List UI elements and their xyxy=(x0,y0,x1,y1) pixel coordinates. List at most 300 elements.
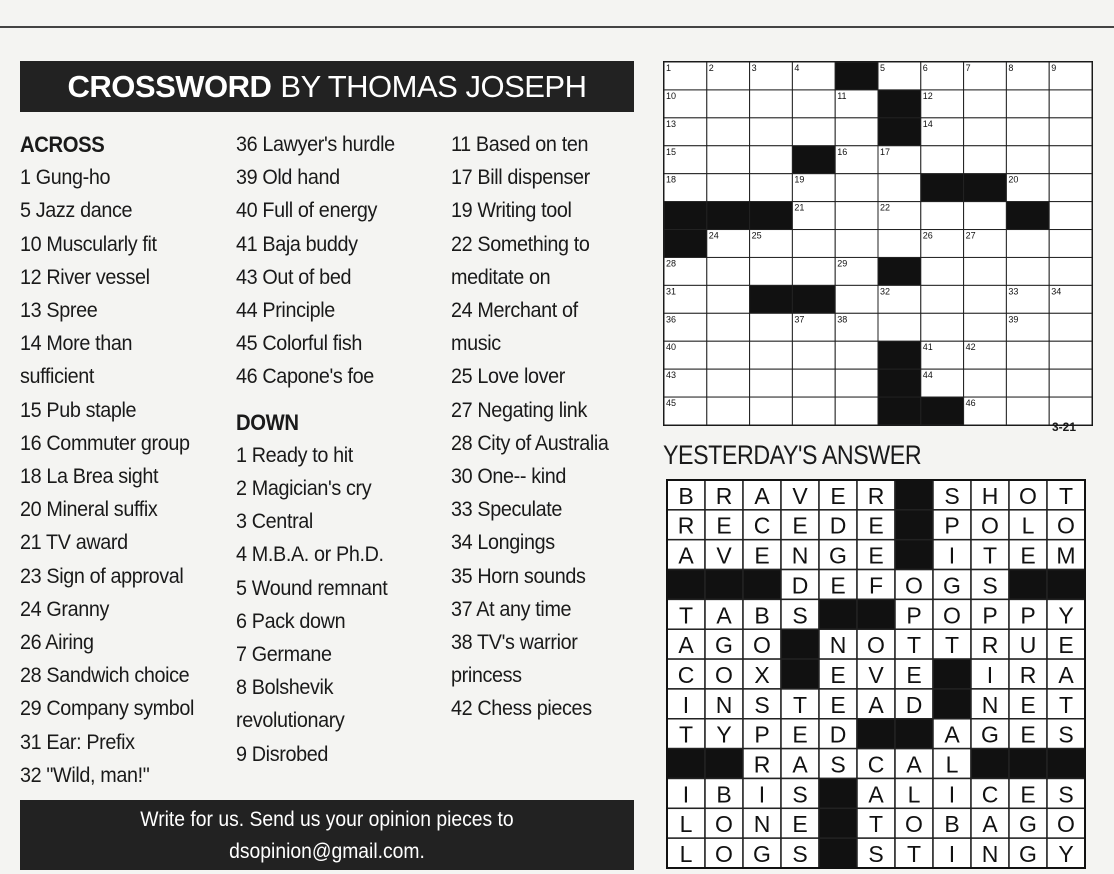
answer-letter: O xyxy=(715,811,733,838)
answer-letter: L xyxy=(679,841,693,868)
cell-number: 27 xyxy=(965,230,976,241)
puzzle-date-label: 3-21 xyxy=(1052,420,1077,434)
clue-line: 10 Muscularly fit xyxy=(20,231,157,256)
black-square xyxy=(895,719,933,749)
answer-letter: T xyxy=(906,632,922,659)
cell-number: 1 xyxy=(666,63,672,73)
grid-cell[interactable] xyxy=(1006,369,1049,397)
black-square xyxy=(1006,202,1049,230)
clue-line: 4 M.B.A. or Ph.D. xyxy=(236,542,384,567)
yesterday-title: YESTERDAY'S ANSWER xyxy=(663,440,922,470)
answer-letter: E xyxy=(830,482,846,509)
answer-letter: F xyxy=(868,572,884,599)
grid-cell[interactable] xyxy=(1049,369,1092,397)
grid-cell[interactable] xyxy=(964,118,1007,146)
grid-cell[interactable] xyxy=(835,202,878,230)
answer-letter: A xyxy=(868,691,884,718)
black-square xyxy=(971,749,1009,779)
answer-letter: N xyxy=(829,632,847,659)
cell-number: 8 xyxy=(1008,63,1014,73)
footer-line-1: Write for us. Send us your opinion pieces to xyxy=(140,808,514,831)
answer-letter: Y xyxy=(716,721,732,748)
clue-line: sufficient xyxy=(20,364,95,389)
footer-banner xyxy=(20,800,634,870)
grid-cell[interactable] xyxy=(707,341,750,369)
clue-line: music xyxy=(451,331,501,356)
answer-letter: O xyxy=(1057,811,1075,838)
clue-line: 7 Germane xyxy=(236,642,332,667)
black-square xyxy=(878,257,921,285)
black-square xyxy=(878,369,921,397)
black-square xyxy=(933,659,971,689)
top-rule xyxy=(0,26,1114,28)
clue-line: 16 Commuter group xyxy=(20,430,190,455)
crossword-title-bar xyxy=(20,61,634,112)
grid-cell[interactable] xyxy=(792,90,835,118)
clue-line: 26 Airing xyxy=(20,630,94,655)
answer-letter: S xyxy=(1058,781,1074,808)
cell-number: 24 xyxy=(708,230,719,241)
grid-cell[interactable] xyxy=(1049,313,1092,341)
grid-cell[interactable] xyxy=(964,257,1007,285)
black-square xyxy=(705,749,743,779)
black-square xyxy=(878,118,921,146)
grid-cell[interactable] xyxy=(1049,174,1092,202)
grid-cell[interactable] xyxy=(964,369,1007,397)
clue-line: 18 La Brea sight xyxy=(20,464,159,489)
cell-number: 22 xyxy=(880,202,891,213)
clue-line: 45 Colorful fish xyxy=(236,331,363,356)
grid-cell[interactable] xyxy=(921,313,964,341)
answer-letter: N xyxy=(791,542,809,569)
black-square xyxy=(1047,570,1085,600)
black-square xyxy=(895,480,933,510)
answer-letter: N xyxy=(715,691,733,718)
clue-column-2 xyxy=(236,128,395,771)
answer-letter: L xyxy=(945,751,959,778)
answer-letter: G xyxy=(1019,811,1037,838)
title-bold: CROSSWORD xyxy=(67,68,272,104)
grid-cell[interactable] xyxy=(1006,90,1049,118)
answer-letter: C xyxy=(867,751,885,778)
answer-letter: E xyxy=(868,542,884,569)
clue-line: 5 Jazz dance xyxy=(20,198,133,223)
answer-letter: I xyxy=(758,781,766,808)
cell-number: 45 xyxy=(666,398,677,409)
clue-heading: ACROSS xyxy=(20,132,105,157)
black-square xyxy=(819,808,857,838)
answer-letter: T xyxy=(944,632,960,659)
answer-letter: S xyxy=(1058,721,1074,748)
answer-letter: A xyxy=(792,751,808,778)
answer-letter: C xyxy=(981,781,999,808)
answer-letter: O xyxy=(943,602,961,629)
cell-number: 18 xyxy=(666,174,677,185)
answer-letter: V xyxy=(792,482,808,509)
cell-number: 43 xyxy=(666,370,677,381)
clue-line: 14 More than xyxy=(20,331,133,356)
grid-cell[interactable] xyxy=(1049,146,1092,174)
answer-letter: D xyxy=(791,572,809,599)
clue-line: 6 Pack down xyxy=(236,608,346,633)
answer-letter: E xyxy=(792,512,808,539)
answer-letter: S xyxy=(982,572,998,599)
answer-letter: T xyxy=(1058,691,1074,718)
grid-cell[interactable] xyxy=(750,90,793,118)
grid-cell[interactable] xyxy=(707,90,750,118)
black-square xyxy=(921,174,964,202)
answer-letter: S xyxy=(792,781,808,808)
answer-letter: T xyxy=(678,721,694,748)
grid-cell[interactable] xyxy=(1006,146,1049,174)
cell-number: 32 xyxy=(880,286,891,297)
answer-letter: S xyxy=(944,482,960,509)
title-byline: BY THOMAS JOSEPH xyxy=(280,68,587,104)
black-square xyxy=(878,341,921,369)
clue-line: 33 Speculate xyxy=(451,497,563,522)
grid-cell[interactable] xyxy=(921,202,964,230)
answer-letter: G xyxy=(829,542,847,569)
clue-line: 37 At any time xyxy=(451,596,572,621)
clue-line: 19 Writing tool xyxy=(451,198,572,223)
clue-line: 1 Gung-ho xyxy=(20,165,111,190)
grid-cell[interactable] xyxy=(964,313,1007,341)
clue-line: 24 Granny xyxy=(20,596,110,621)
grid-cell[interactable] xyxy=(750,369,793,397)
clue-line: 8 Bolshevik xyxy=(236,675,334,700)
answer-letter: T xyxy=(868,811,884,838)
cell-number: 31 xyxy=(666,286,677,297)
cell-number: 21 xyxy=(794,202,805,213)
answer-letter: E xyxy=(1058,632,1074,659)
cell-number: 3 xyxy=(751,63,757,73)
clue-line: 11 Based on ten xyxy=(451,132,589,156)
answer-letter: B xyxy=(716,781,732,808)
spacer xyxy=(236,394,395,406)
answer-letter: E xyxy=(1020,542,1036,569)
grid-cell[interactable] xyxy=(707,369,750,397)
clue-line: 44 Principle xyxy=(236,298,335,323)
black-square xyxy=(835,62,878,90)
cell-number: 40 xyxy=(666,342,677,353)
black-square xyxy=(1009,749,1047,779)
cell-number: 11 xyxy=(837,90,847,101)
cell-number: 16 xyxy=(837,146,848,157)
clue-line: 15 Pub staple xyxy=(20,397,137,422)
cell-number: 37 xyxy=(794,314,805,325)
answer-letter: E xyxy=(830,572,846,599)
answer-letter: N xyxy=(981,691,999,718)
answer-letter: N xyxy=(981,841,999,868)
grid-cell[interactable] xyxy=(835,341,878,369)
yesterday-answer-grid xyxy=(666,479,1086,869)
answer-letter: E xyxy=(1020,721,1036,748)
clue-line: 41 Baja buddy xyxy=(236,231,358,256)
answer-letter: L xyxy=(907,781,921,808)
grid-cell[interactable] xyxy=(964,146,1007,174)
answer-letter: T xyxy=(792,691,808,718)
answer-letter: L xyxy=(1021,512,1035,539)
clue-line: revolutionary xyxy=(236,708,345,733)
answer-letter: L xyxy=(679,811,693,838)
cell-number: 25 xyxy=(751,230,762,241)
answer-letter: R xyxy=(715,482,733,509)
grid-cell[interactable] xyxy=(964,285,1007,313)
cell-number: 44 xyxy=(922,370,933,381)
grid-cell[interactable] xyxy=(750,341,793,369)
grid-cell[interactable] xyxy=(835,397,878,425)
cell-number: 10 xyxy=(666,90,677,101)
black-square xyxy=(857,599,895,629)
cell-number: 9 xyxy=(1051,63,1057,73)
answer-letter: E xyxy=(906,661,922,688)
grid-cell[interactable] xyxy=(792,230,835,258)
answer-letter: I xyxy=(682,691,690,718)
clue-line: 46 Capone's foe xyxy=(236,364,374,389)
cell-number: 26 xyxy=(922,230,933,241)
grid-cell[interactable] xyxy=(792,118,835,146)
grid-cell[interactable] xyxy=(835,230,878,258)
answer-letter: T xyxy=(678,602,694,629)
answer-letter: S xyxy=(754,691,770,718)
grid-cell[interactable] xyxy=(792,369,835,397)
grid-cell[interactable] xyxy=(707,118,750,146)
clue-line: 43 Out of bed xyxy=(236,264,352,289)
clue-line: 28 Sandwich choice xyxy=(20,663,190,688)
answer-letter: E xyxy=(792,811,808,838)
cell-number: 33 xyxy=(1008,286,1019,297)
answer-letter: P xyxy=(982,602,998,629)
grid-cell[interactable] xyxy=(707,397,750,425)
grid-cell[interactable] xyxy=(921,146,964,174)
grid-cell[interactable] xyxy=(878,230,921,258)
black-square xyxy=(921,397,964,425)
clue-line: 22 Something to xyxy=(451,231,590,256)
grid-cell[interactable] xyxy=(835,369,878,397)
cell-number: 42 xyxy=(965,342,976,353)
black-square xyxy=(964,174,1007,202)
grid-cell[interactable] xyxy=(835,118,878,146)
grid-cell[interactable] xyxy=(1006,118,1049,146)
black-square xyxy=(743,570,781,600)
clue-line: 9 Disrobed xyxy=(236,741,328,766)
answer-letter: I xyxy=(682,781,690,808)
clue-line: 5 Wound remnant xyxy=(236,575,388,600)
clue-line: 30 One-- kind xyxy=(451,464,567,489)
black-square xyxy=(707,202,750,230)
black-square xyxy=(933,689,971,719)
clue-line: 13 Spree xyxy=(20,298,98,323)
clue-line: 36 Lawyer's hurdle xyxy=(236,132,395,156)
grid-cell[interactable] xyxy=(1006,341,1049,369)
answer-letter: A xyxy=(716,602,732,629)
cell-number: 5 xyxy=(880,63,886,73)
cell-number: 4 xyxy=(794,63,800,73)
cell-number: 41 xyxy=(922,342,933,353)
grid-cell[interactable] xyxy=(964,202,1007,230)
answer-letter: E xyxy=(830,661,846,688)
clue-line: 3 Central xyxy=(236,509,313,534)
answer-letter: A xyxy=(982,811,998,838)
answer-letter: S xyxy=(868,841,884,868)
answer-letter: O xyxy=(715,841,733,868)
answer-letter: P xyxy=(944,512,960,539)
black-square xyxy=(857,719,895,749)
clue-line: 24 Merchant of xyxy=(451,298,578,323)
clue-line: 25 Love lover xyxy=(451,364,565,389)
answer-letter: A xyxy=(1058,661,1074,688)
answer-letter: V xyxy=(716,542,732,569)
grid-cell[interactable] xyxy=(792,341,835,369)
answer-letter: P xyxy=(754,721,770,748)
black-square xyxy=(1047,749,1085,779)
answer-letter: E xyxy=(716,512,732,539)
answer-letter: A xyxy=(678,542,694,569)
grid-cell[interactable] xyxy=(835,174,878,202)
black-square xyxy=(781,659,819,689)
grid-cell[interactable] xyxy=(1049,118,1092,146)
answer-letter: Y xyxy=(1058,841,1074,868)
grid-cell[interactable] xyxy=(750,257,793,285)
footer-email[interactable]: dsopinion@gmail.com. xyxy=(229,840,425,863)
black-square xyxy=(750,202,793,230)
answer-letter: B xyxy=(944,811,960,838)
clue-column-1 xyxy=(20,128,194,792)
black-square xyxy=(781,629,819,659)
answer-letter: E xyxy=(1020,691,1036,718)
answer-letter: R xyxy=(981,632,999,659)
grid-cell[interactable] xyxy=(792,397,835,425)
answer-letter: D xyxy=(829,721,847,748)
grid-cell[interactable] xyxy=(1006,230,1049,258)
black-square xyxy=(750,285,793,313)
answer-letter: I xyxy=(948,841,956,868)
answer-letter: E xyxy=(754,542,770,569)
answer-letter: O xyxy=(1019,482,1037,509)
grid-cell[interactable] xyxy=(1006,257,1049,285)
answer-letter: C xyxy=(753,512,771,539)
grid-cell[interactable] xyxy=(1049,341,1092,369)
clue-heading: DOWN xyxy=(236,409,299,435)
answer-letter: E xyxy=(868,512,884,539)
answer-letter: M xyxy=(1056,542,1076,569)
grid-cell[interactable] xyxy=(792,257,835,285)
cell-number: 34 xyxy=(1051,286,1062,297)
black-square xyxy=(819,778,857,808)
grid-cell[interactable] xyxy=(707,313,750,341)
cell-number: 28 xyxy=(666,258,677,269)
clue-line: 29 Company symbol xyxy=(20,696,195,721)
answer-letter: G xyxy=(715,632,733,659)
answer-letter: O xyxy=(867,632,885,659)
grid-cell[interactable] xyxy=(750,174,793,202)
clue-line: princess xyxy=(451,663,522,688)
cell-number: 38 xyxy=(837,314,848,325)
answer-letter: N xyxy=(753,811,771,838)
clue-line: 21 TV award xyxy=(20,530,128,555)
grid-cell[interactable] xyxy=(750,313,793,341)
answer-letter: I xyxy=(986,661,994,688)
black-square xyxy=(895,540,933,570)
black-square xyxy=(667,570,705,600)
grid-cell[interactable] xyxy=(964,90,1007,118)
answer-letter: A xyxy=(944,721,960,748)
answer-letter: R xyxy=(753,751,771,778)
cell-number: 29 xyxy=(837,258,848,269)
black-square xyxy=(705,570,743,600)
cell-number: 46 xyxy=(965,398,976,409)
answer-letter: T xyxy=(982,542,998,569)
grid-cell[interactable] xyxy=(750,397,793,425)
black-square xyxy=(895,510,933,540)
answer-letter: O xyxy=(1057,512,1075,539)
answer-letter: U xyxy=(1019,632,1037,659)
cell-number: 36 xyxy=(666,314,677,325)
grid-cell[interactable] xyxy=(707,285,750,313)
black-square xyxy=(819,838,857,868)
answer-letter: X xyxy=(754,661,770,688)
grid-cell[interactable] xyxy=(707,257,750,285)
grid-cell[interactable] xyxy=(1049,90,1092,118)
clue-line: meditate on xyxy=(451,264,551,289)
cell-number: 14 xyxy=(922,118,933,129)
grid-cell[interactable] xyxy=(878,313,921,341)
black-square xyxy=(1009,570,1047,600)
answer-letter: C xyxy=(677,661,695,688)
answer-letter: B xyxy=(754,602,770,629)
answer-letter: S xyxy=(792,841,808,868)
answer-letter: O xyxy=(981,512,999,539)
cell-number: 7 xyxy=(965,63,971,73)
grid-cell[interactable] xyxy=(921,257,964,285)
grid-cell[interactable] xyxy=(1049,230,1092,258)
clue-line: 23 Sign of approval xyxy=(20,563,184,588)
grid-cell[interactable] xyxy=(1049,257,1092,285)
answer-letter: Y xyxy=(1058,602,1074,629)
cell-number: 6 xyxy=(922,63,928,73)
grid-cell[interactable] xyxy=(1049,202,1092,230)
grid-cell[interactable] xyxy=(707,146,750,174)
clue-line: 28 City of Australia xyxy=(451,430,609,455)
grid-cell[interactable] xyxy=(1006,397,1049,425)
answer-letter: O xyxy=(753,632,771,659)
grid-cell[interactable] xyxy=(835,285,878,313)
answer-letter: G xyxy=(1019,841,1037,868)
grid-cell[interactable] xyxy=(878,174,921,202)
answer-letter: P xyxy=(1020,602,1036,629)
crossword-grid xyxy=(663,61,1093,426)
grid-cell[interactable] xyxy=(750,146,793,174)
answer-letter: G xyxy=(981,721,999,748)
grid-cell[interactable] xyxy=(750,118,793,146)
black-square xyxy=(878,397,921,425)
answer-letter: T xyxy=(1058,482,1074,509)
grid-cell[interactable] xyxy=(921,285,964,313)
answer-letter: E xyxy=(830,691,846,718)
clue-line: 34 Longings xyxy=(451,530,555,555)
answer-letter: G xyxy=(943,572,961,599)
grid-cell[interactable] xyxy=(707,174,750,202)
black-square xyxy=(664,202,707,230)
answer-letter: O xyxy=(905,811,923,838)
black-square xyxy=(792,146,835,174)
clue-line: 40 Full of energy xyxy=(236,198,378,223)
answer-letter: V xyxy=(868,661,884,688)
answer-letter: T xyxy=(906,841,922,868)
black-square xyxy=(878,90,921,118)
clue-line: 32 "Wild, man!" xyxy=(20,762,150,787)
answer-letter: P xyxy=(906,602,922,629)
